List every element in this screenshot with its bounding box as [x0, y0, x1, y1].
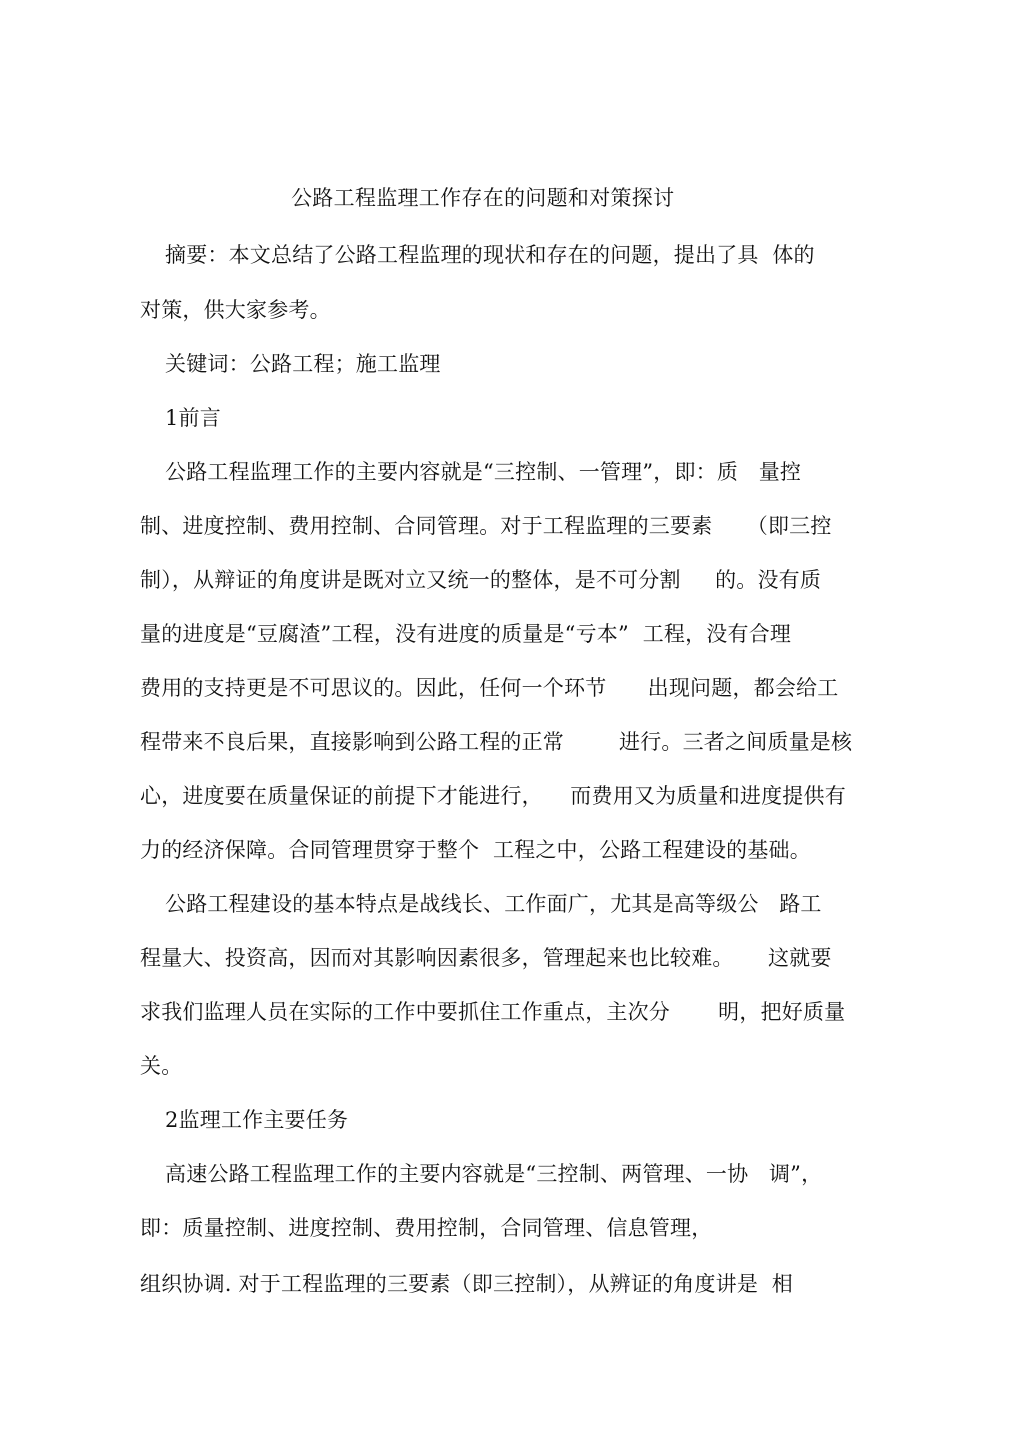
paragraph-line: 高速公路工程监理工作的主要内容就是“三控制、两管理、一协 调”， [165, 1162, 823, 1186]
paragraph-line: 心，进度要在质量保证的前提下才能进行， 而费用又为质量和进度提供有 [140, 784, 846, 808]
section-heading-1: 1前言 [165, 406, 221, 430]
paragraph-line: 费用的支持更是不可思议的。因此，任何一个环节 出现问题，都会给工 [140, 676, 839, 700]
paragraph-line: 公路工程监理工作的主要内容就是“三控制、一管理”，即：质 量控 [165, 460, 802, 484]
paragraph-line: 即：质量控制、进度控制、费用控制，合同管理、信息管理， [140, 1216, 713, 1240]
paragraph-line: 程带来不良后果，直接影响到公路工程的正常 进行。三者之间质量是核 [140, 730, 853, 754]
paragraph-line: 公路工程建设的基本特点是战线长、工作面广，尤其是高等级公 路工 [165, 892, 822, 916]
paragraph-line: 组织协调. 对于工程监理的三要素（即三控制），从辨证的角度讲是 相 [140, 1272, 793, 1296]
section-heading-2: 2监理工作主要任务 [165, 1108, 349, 1132]
paragraph-line: 量的进度是“豆腐渣”工程，没有进度的质量是“亏本” 工程，没有合理 [140, 622, 792, 646]
paragraph-line: 制、进度控制、费用控制、合同管理。对于工程监理的三要素 （即三控 [140, 514, 832, 538]
keywords-line: 关键词：公路工程；施工监理 [165, 352, 441, 376]
abstract-line-1: 摘要：本文总结了公路工程监理的现状和存在的问题，提出了具 体的 [165, 243, 815, 267]
paragraph-line: 力的经济保障。合同管理贯穿于整个 工程之中，公路工程建设的基础。 [140, 838, 811, 862]
paragraph-line: 程量大、投资高，因而对其影响因素很多，管理起来也比较难。 这就要 [140, 946, 832, 970]
paragraph-line: 关。 [140, 1054, 183, 1078]
paragraph-line: 制），从辩证的角度讲是既对立又统一的整体，是不可分割 的。没有质 [140, 568, 822, 592]
document-title: 公路工程监理工作存在的问题和对策探讨 [291, 186, 675, 210]
abstract-line-2: 对策，供大家参考。 [140, 298, 331, 322]
paragraph-line: 求我们监理人员在实际的工作中要抓住工作重点，主次分 明，把好质量 [140, 1000, 846, 1024]
